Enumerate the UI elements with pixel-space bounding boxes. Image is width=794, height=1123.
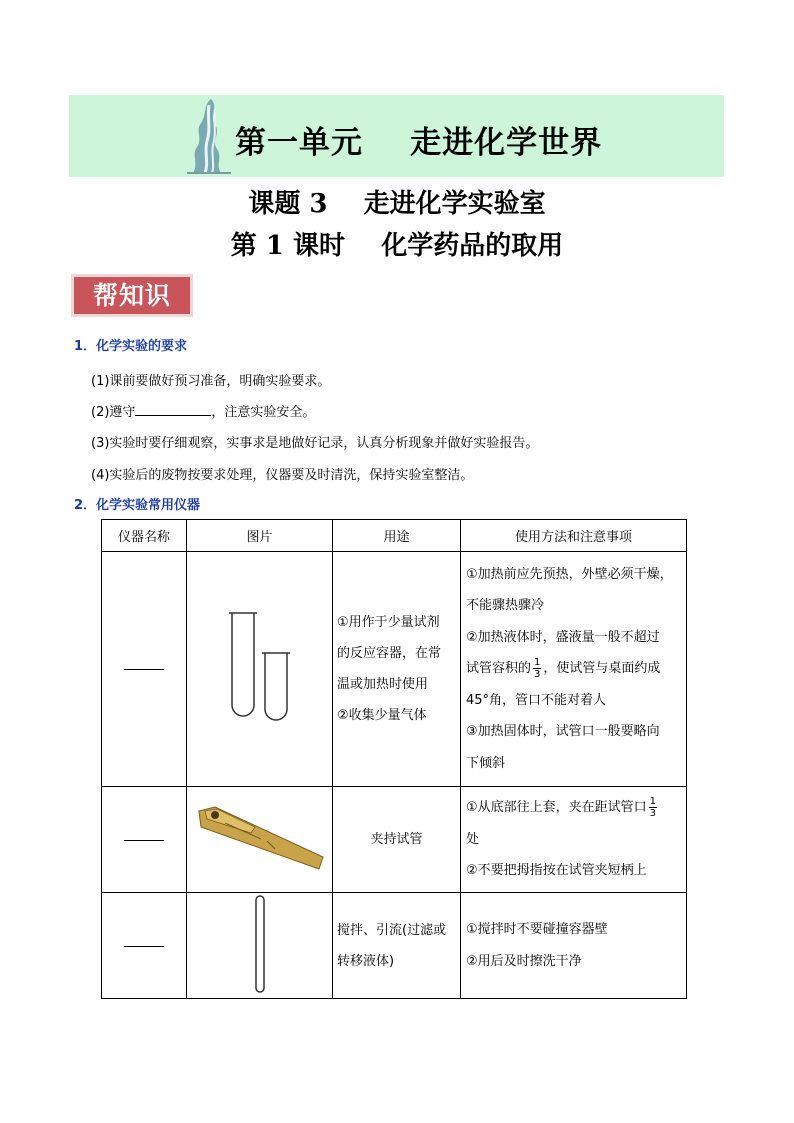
fraction: $\frac{1}{3}$: [649, 796, 657, 820]
table-row: [102, 787, 687, 893]
note-line: ②加热液体时，盛液量一般不超过: [466, 629, 660, 645]
test-tube-clamp-image: [195, 803, 325, 873]
image-cell: [187, 893, 333, 999]
note-line: ①从底部往上套，夹在距试管口 $\frac{1}{3}$: [466, 796, 657, 820]
lesson-subtitle: 第 1 课时 化学药品的取用: [230, 231, 564, 261]
note-line: 下倾斜: [466, 755, 506, 771]
fill-in-blank[interactable]: [124, 945, 164, 947]
fill-in-blank[interactable]: [124, 839, 164, 841]
usage-cell: [333, 893, 461, 999]
usage-line: 搅拌、引流(过滤或: [337, 922, 447, 938]
note-line: 试管容积的 $\frac{1}{3}$ ，使试管与桌面约成: [466, 657, 661, 681]
lesson-title: 课题 3 走进化学实验室: [248, 189, 546, 219]
name-blank-cell[interactable]: [102, 787, 187, 893]
note-line: ②不要把拇指按在试管夹短柄上: [466, 863, 647, 879]
notes-cell: [461, 893, 687, 999]
image-cell: [187, 552, 333, 787]
note-line: 45°角，管口不能对着人: [466, 692, 607, 708]
note-line: ③加热固体时，试管口一般要略向: [466, 724, 660, 740]
usage-line: ②收集少量气体: [337, 708, 427, 723]
note-line: 处: [466, 831, 480, 847]
requirement-item: (2)遵守 ，注意实验安全。: [91, 405, 316, 420]
table-row: [102, 893, 687, 999]
unit-title: 第一单元 走进化学世界: [235, 125, 603, 161]
image-cell: [187, 787, 333, 893]
usage-line: 夹持试管: [370, 832, 423, 847]
note-line: ①加热前应先预热，外壁必须干燥，: [466, 566, 673, 582]
glass-rod-image: [250, 894, 270, 994]
note-line: ②用后及时擦洗干净: [466, 953, 582, 969]
usage-line: ①用作于少量试剂: [337, 615, 440, 630]
fill-in-blank[interactable]: [124, 668, 164, 670]
usage-cell: [333, 787, 461, 893]
note-line: ①搅拌时不要碰撞容器壁: [466, 922, 608, 937]
requirement-item: (1)课前要做好预习准备，明确实验要求。: [91, 374, 331, 389]
table-row: [102, 552, 687, 787]
notes-cell: [461, 787, 687, 893]
instruments-heading: 2．化学实验常用仪器: [74, 498, 201, 513]
requirements-heading: 1．化学实验的要求: [74, 339, 188, 354]
unit-banner: [69, 95, 724, 177]
waterfall-illustration: [181, 95, 237, 177]
usage-line: 温或加热时使用: [337, 677, 429, 692]
table-header-row: [102, 520, 687, 552]
fill-in-blank[interactable]: [135, 403, 211, 416]
test-tubes-image: [220, 607, 300, 727]
column-header: 用途: [333, 520, 461, 552]
requirement-item: (3)实验时要仔细观察，实事求是地做好记录，认真分析现象并做好实验报告。: [91, 436, 539, 451]
usage-line: 转移液体): [337, 953, 395, 969]
requirement-item: (4)实验后的废物按要求处理，仪器要及时清洗，保持实验室整洁。: [91, 468, 474, 483]
note-line: 不能骤热骤冷: [466, 598, 545, 614]
usage-cell: [333, 552, 461, 787]
column-header: 仪器名称: [102, 520, 187, 552]
column-header: 图片: [187, 520, 333, 552]
fraction: $\frac{1}{3}$: [534, 657, 541, 681]
notes-cell: [461, 552, 687, 787]
column-header: 使用方法和注意事项: [461, 520, 687, 552]
name-blank-cell[interactable]: [102, 552, 187, 787]
knowledge-badge: 帮知识: [71, 274, 193, 317]
instruments-table: [101, 519, 687, 999]
name-blank-cell[interactable]: [102, 893, 187, 999]
usage-line: 的反应容器，在常: [337, 646, 442, 661]
